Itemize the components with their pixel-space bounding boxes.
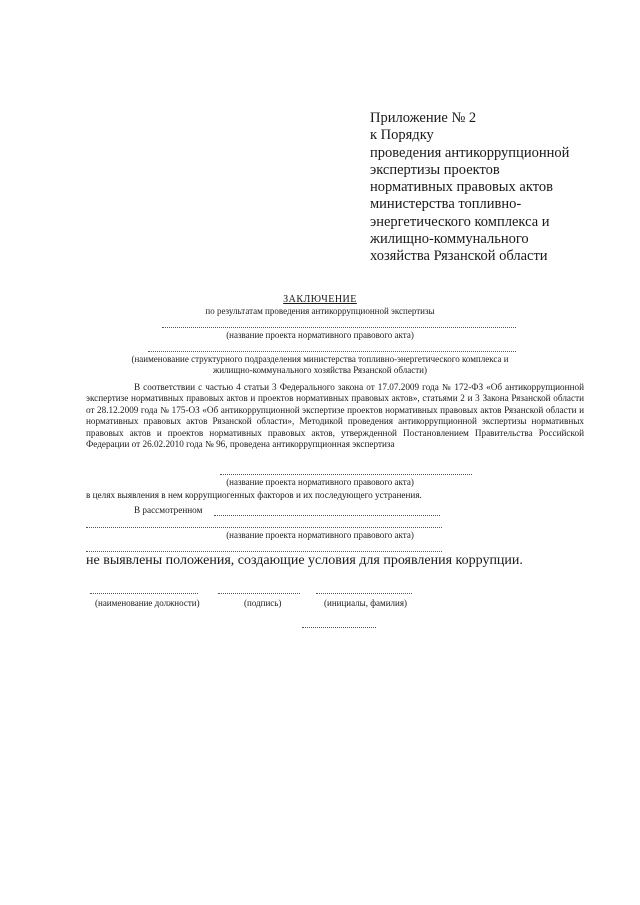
signature-caption: (подпись) bbox=[244, 598, 282, 608]
result-line bbox=[86, 551, 442, 552]
reviewed-label: В рассмотренном bbox=[134, 505, 203, 515]
act-name-caption-2: (название проекта нормативного правового акта) bbox=[226, 477, 414, 487]
document-subtitle: по результатам проведения антикоррупционной экспертизы bbox=[205, 306, 435, 316]
position-caption: (наименование должности) bbox=[95, 598, 200, 608]
annex-line: проведения антикоррупционной bbox=[370, 144, 570, 161]
division-line bbox=[148, 351, 516, 352]
annex-line: к Порядку bbox=[370, 127, 434, 144]
division-caption-1: (наименование структурного подразделения министерства топливно-энергетического комплекса и bbox=[131, 354, 509, 364]
reviewed-line bbox=[214, 515, 440, 516]
signature-line bbox=[218, 593, 300, 594]
purpose-text: в целях выявления в нем коррупциогенных факторов и их последующего устранения. bbox=[86, 490, 422, 500]
position-line bbox=[90, 593, 198, 594]
act-name-line-2 bbox=[220, 474, 472, 475]
annex-line: жилищно-коммунального bbox=[370, 231, 529, 248]
name-caption: (инициалы, фамилия) bbox=[324, 598, 407, 608]
act-name-caption: (название проекта нормативного правового акта) bbox=[226, 330, 414, 340]
annex-line: энергетического комплекса и bbox=[370, 213, 550, 230]
annex-line: нормативных правовых актов bbox=[370, 179, 553, 196]
name-line bbox=[316, 593, 412, 594]
legal-basis-paragraph: В соответствии с частью 4 статьи 3 Федерального закона от 17.07.2009 года № 172-ФЗ «Об антикоррупционной экспертизе нормативных правовых актов и проектов нормативных правовых актов», статьями 2 и 3 Закона Рязанской области от 28.12.2009 года № 175-ОЗ «Об антикоррупционной экспертизе проектов нормативных правовых актов Рязанской области и нормативных правовых актов Рязанской области», Методикой проведения антикоррупционной экспертизы нормативных правовых актов и проектов нормативных правовых актов, утвержденной Постановлением Правительства Российской Федерации от 26.02.2010 года № 96, проведена антикоррупционная экспертиза bbox=[86, 382, 584, 450]
result-statement: не выявлены положения, создающие условия для проявления коррупции. bbox=[86, 553, 523, 568]
act-name-line bbox=[162, 327, 516, 328]
reviewed-line-2 bbox=[86, 527, 442, 528]
annex-line: министерства топливно- bbox=[370, 196, 522, 213]
annex-line: экспертизы проектов bbox=[370, 161, 500, 178]
annex-line: Приложение № 2 bbox=[370, 110, 477, 126]
annex-line: хозяйства Рязанской области bbox=[370, 248, 548, 265]
division-caption-2: жилищно-коммунального хозяйства Рязанской области) bbox=[213, 365, 427, 375]
act-name-caption-3: (название проекта нормативного правового акта) bbox=[226, 530, 414, 540]
date-line bbox=[302, 627, 376, 628]
document-title: ЗАКЛЮЧЕНИЕ bbox=[283, 294, 357, 305]
annex-header bbox=[370, 110, 569, 266]
